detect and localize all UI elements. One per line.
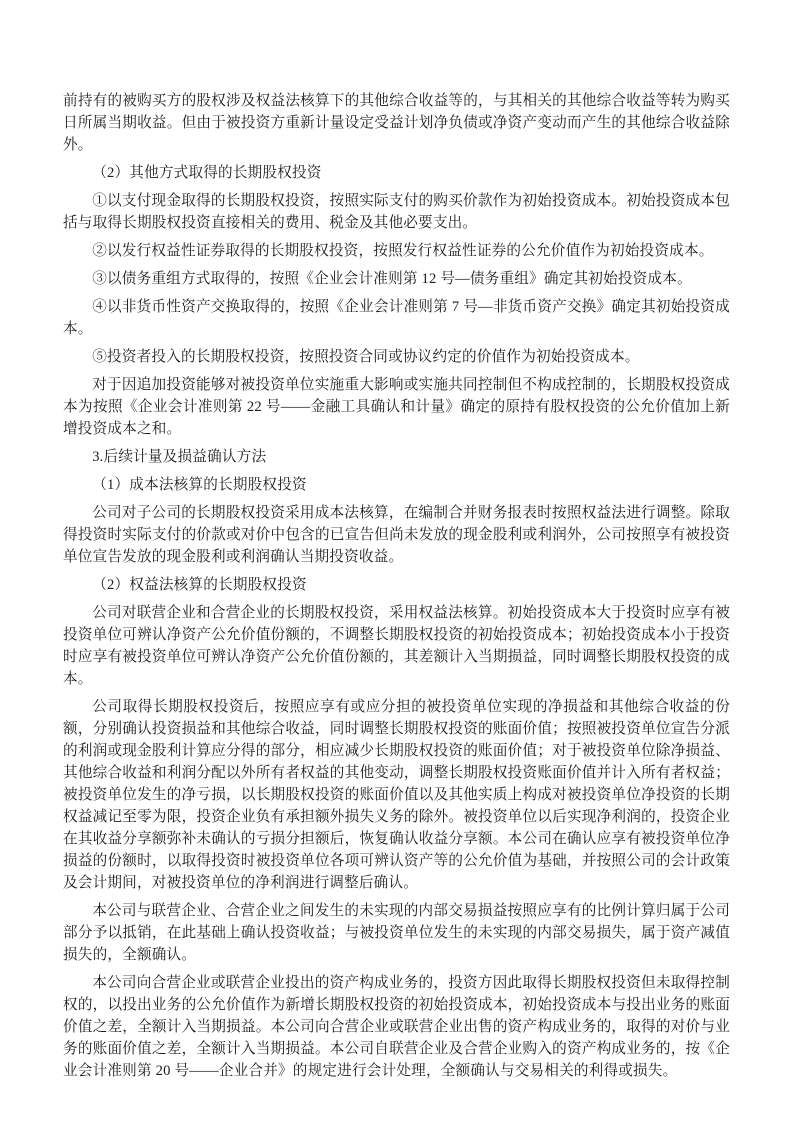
- paragraph-cost-method: 公司对子公司的长期股权投资采用成本法核算，在编制合并财务报表时按照权益法进行调整。除取得投资时实际支付的价款或对价中包含的已宣告但尚未发放的现金股利或利润外，公司按照享有被投资单位宣告发放的现金股利或利润确认当期投资收益。: [63, 505, 730, 565]
- item-1-cash-payment: ①以支付现金取得的长期股权投资，按照实际支付的购买价款作为初始投资成本。初始投资成本包括与取得长期股权投资直接相关的费用、税金及其他必要支出。: [63, 193, 730, 231]
- paragraph-additional-investment: 对于因追加投资能够对被投资单位实施重大影响或实施共同控制但不构成控制的，长期股权投资成本为按照《企业会计准则第 22 号——金融工具确认和计量》确定的原持有股权投资的公允价值加上新增投资成本之和。: [63, 377, 730, 437]
- paragraph-equity-method-subsequent: 公司取得长期股权投资后，按照应享有或应分担的被投资单位实现的净损益和其他综合收益的份额，分别确认投资损益和其他综合收益，同时调整长期股权投资的账面价值；按照被投资单位宣告分派的利润或现金股利计算应分得的部分，相应减少长期股权投资的账面价值；对于被投资单位除净损益、其他综合收益和利润分配以外所有者权益的其他变动，调整长期股权投资账面价值并计入所有者权益；被投资单位发生的净亏损，以长期股权投资的账面价值以及其他实质上构成对被投资单位净投资的长期权益减记至零为限，投资企业负有承担额外损失义务的除外。被投资单位以后实现净利润的，投资企业在其收益分享额弥补未确认的亏损分担额后，恢复确认收益分享额。本公司在确认应享有被投资单位净损益的份额时，以取得投资时被投资单位各项可辨认资产等的公允价值为基础，并按照公司的会计政策及会计期间，对被投资单位的净利润进行调整后确认。: [63, 699, 730, 891]
- paragraph-unrealized-internal-transactions: 本公司与联营企业、合营企业之间发生的未实现的内部交易损益按照应享有的比例计算归属于公司部分予以抵销，在此基础上确认投资收益；与被投资单位发生的未实现的内部交易损失，属于资产减值损失的，全额确认。: [63, 903, 730, 963]
- heading-equity-method: （2）权益法核算的长期股权投资: [92, 577, 307, 593]
- heading-other-acquisition-methods: （2）其他方式取得的长期股权投资: [92, 165, 322, 181]
- heading-cost-method: （1）成本法核算的长期股权投资: [92, 477, 307, 493]
- paragraph-business-contribution: 本公司向合营企业或联营企业投出的资产构成业务的，投资方因此取得长期股权投资但未取得控制权的，以投出业务的公允价值作为新增长期股权投资的初始投资成本，初始投资成本与投出业务的账面价值之差，全额计入当期损益。本公司向合营企业或联营企业出售的资产构成业务的，取得的对价与业务的账面价值之差，全额计入当期损益。本公司自联营企业及合营企业购入的资产构成业务的，按《企业会计准则第 20 号——企业合并》的规定进行会计处理，全额确认与交易相关的利得或损失。: [63, 975, 730, 1079]
- item-2-equity-securities: ②以发行权益性证券取得的长期股权投资，按照发行权益性证券的公允价值作为初始投资成本。: [92, 243, 714, 259]
- item-3-debt-restructuring: ③以债务重组方式取得的，按照《企业会计准则第 12 号—债务重组》确定其初始投资成本。: [92, 271, 692, 287]
- heading-subsequent-measurement: 3.后续计量及损益确认方法: [92, 449, 267, 465]
- paragraph-continuation: 前持有的被购买方的股权涉及权益法核算下的其他综合收益等的，与其相关的其他综合收益等转为购买日所属当期收益。但由于被投资方重新计量设定受益计划净负债或净资产变动而产生的其他综合收益除外。: [63, 93, 730, 153]
- item-4-nonmonetary-exchange: ④以非货币性资产交换取得的，按照《企业会计准则第 7 号—非货币资产交换》确定其初始投资成本。: [63, 299, 730, 337]
- document-content: [63, 90, 730, 1082]
- item-5-investor-contribution: ⑤投资者投入的长期股权投资，按照投资合同或协议约定的价值作为初始投资成本。: [92, 349, 640, 365]
- paragraph-equity-method-initial: 公司对联营企业和合营企业的长期股权投资，采用权益法核算。初始投资成本大于投资时应享有被投资单位可辨认净资产公允价值份额的，不调整长期股权投资的初始投资成本；初始投资成本小于投资时应享有被投资单位可辨认净资产公允价值份额的，其差额计入当期损益，同时调整长期股权投资的成本。: [63, 605, 730, 687]
